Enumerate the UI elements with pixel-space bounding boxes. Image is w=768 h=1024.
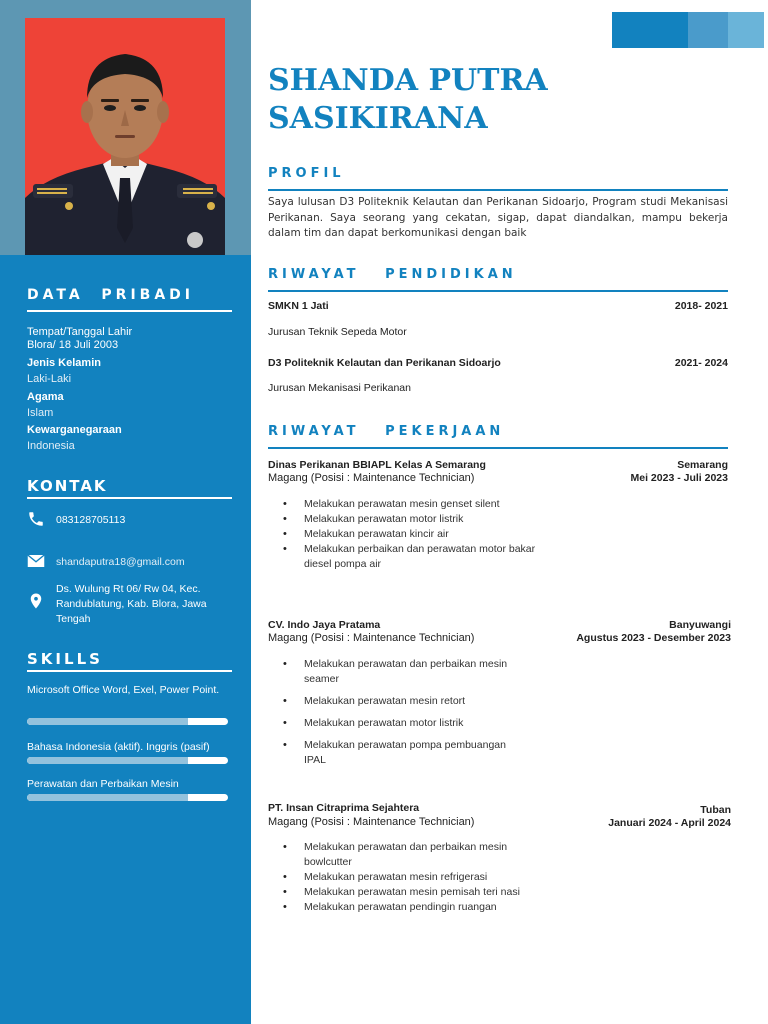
data-pribadi-heading: DATA PRIBADI [27,287,195,303]
skill-bar-office [27,718,228,725]
citizenship-value: Indonesia [27,440,75,452]
job-task: • Melakukan perawatan mesin pemisah teri nasi [283,885,538,900]
kontak-heading: KONTAK [27,477,108,495]
skill-fill-machine [27,794,188,801]
skill-bar-machine [27,794,228,801]
job-period: Mei 2023 - Juli 2023 [630,472,728,484]
decor-block-1 [612,12,688,48]
skill-fill-office [27,718,188,725]
job-company: Dinas Perikanan BBIAPL Kelas A Semarang [268,459,486,471]
job-task: • Melakukan perawatan kincir air [283,527,538,542]
job-company: PT. Insan Citraprima Sejahtera [268,802,420,814]
skills-divider [27,670,232,672]
job-task: • Melakukan perawatan motor listrik [283,716,523,731]
skill-bar-language [27,757,228,764]
job-city: Semarang [677,459,728,471]
skill-fill-language [27,757,188,764]
candidate-name: SHANDA PUTRA SASIKIRANA [268,63,548,136]
gender-value: Laki-Laki [27,373,72,385]
education-school: SMKN 1 Jati [268,300,329,312]
religion-value: Islam [27,407,54,419]
job-task: • Melakukan perawatan pompa pembuangan IPAL [283,738,523,768]
decor-block-3 [728,12,764,48]
kontak-divider [27,497,232,499]
job-task: • Melakukan perbaikan dan perawatan motor bakar diesel pompa air [283,542,538,572]
education-school: D3 Politeknik Kelautan dan Perikanan Sidoarjo [268,357,501,369]
religion-label: Agama [27,391,64,403]
job-role: Magang (Posisi : Maintenance Technician) [268,632,475,644]
job-task: • Melakukan perawatan mesin genset silent [283,497,538,512]
education-years: 2021- 2024 [674,357,728,369]
pendidikan-divider [268,290,728,292]
job-period: Januari 2024 - April 2024 [608,817,731,829]
phone-icon [27,510,45,528]
email-address[interactable]: shandaputra18@gmail.com [56,556,185,568]
job-task-list [283,657,523,768]
phone-number[interactable]: 083128705113 [56,514,126,526]
education-major: Jurusan Mekanisasi Perikanan [268,382,411,394]
education-major: Jurusan Teknik Sepeda Motor [268,326,407,338]
photo-frame [0,0,251,255]
profil-divider [268,189,728,191]
birth-value: Blora/ 18 Juli 2003 [27,339,119,351]
pekerjaan-heading: RIWAYAT PEKERJAAN [268,424,505,439]
job-task: • Melakukan perawatan mesin refrigerasi [283,870,538,885]
data-pribadi-divider [27,310,232,312]
location-icon [27,592,45,610]
mail-icon [27,553,45,569]
job-city: Tuban [700,804,731,816]
birth-label: Tempat/Tanggal Lahir [27,326,133,338]
gender-label: Jenis Kelamin [27,357,101,369]
job-task-list [283,840,538,915]
pekerjaan-divider [268,447,728,449]
job-role: Magang (Posisi : Maintenance Technician) [268,472,475,484]
skill-label-machine: Perawatan dan Perbaikan Mesin [27,778,179,790]
profil-heading: PROFIL [268,166,345,181]
address: Ds. Wulung Rt 06/ Rw 04, Kec. Randublatung, Kab. Blora, Jawa Tengah [56,583,207,625]
job-task: • Melakukan perawatan motor listrik [283,512,538,527]
job-task: • Melakukan perawatan mesin retort [283,694,523,709]
job-task-list [283,497,538,572]
skills-heading: SKILLS [27,650,103,668]
profil-text: Saya lulusan D3 Politeknik Kelautan dan Perikanan Sidoarjo, Program studi Mekanisasi Perikanan. Saya seorang yang cekatan, sigap, dapat diandalkan, mampu bekerja dalam tim dan dapat berkomunikasi dengan baik [268,196,728,239]
job-role: Magang (Posisi : Maintenance Technician) [268,816,475,828]
profile-photo [25,18,225,255]
citizenship-label: Kewarganegaraan [27,424,122,436]
job-task: • Melakukan perawatan dan perbaikan mesin seamer [283,657,523,687]
skill-label-office: Microsoft Office Word, Exel, Power Point. [27,684,220,696]
job-company: CV. Indo Jaya Pratama [268,619,381,631]
job-period: Agustus 2023 - Desember 2023 [576,632,731,644]
skill-label-language: Bahasa Indonesia (aktif). Inggris (pasif) [27,741,210,753]
pendidikan-heading: RIWAYAT PENDIDIKAN [268,267,517,282]
job-city: Banyuwangi [669,619,731,631]
decor-block-2 [688,12,728,48]
education-years: 2018- 2021 [674,300,728,312]
job-task: • Melakukan perawatan dan perbaikan mesin bowlcutter [283,840,538,870]
job-task: • Melakukan perawatan pendingin ruangan [283,900,538,915]
